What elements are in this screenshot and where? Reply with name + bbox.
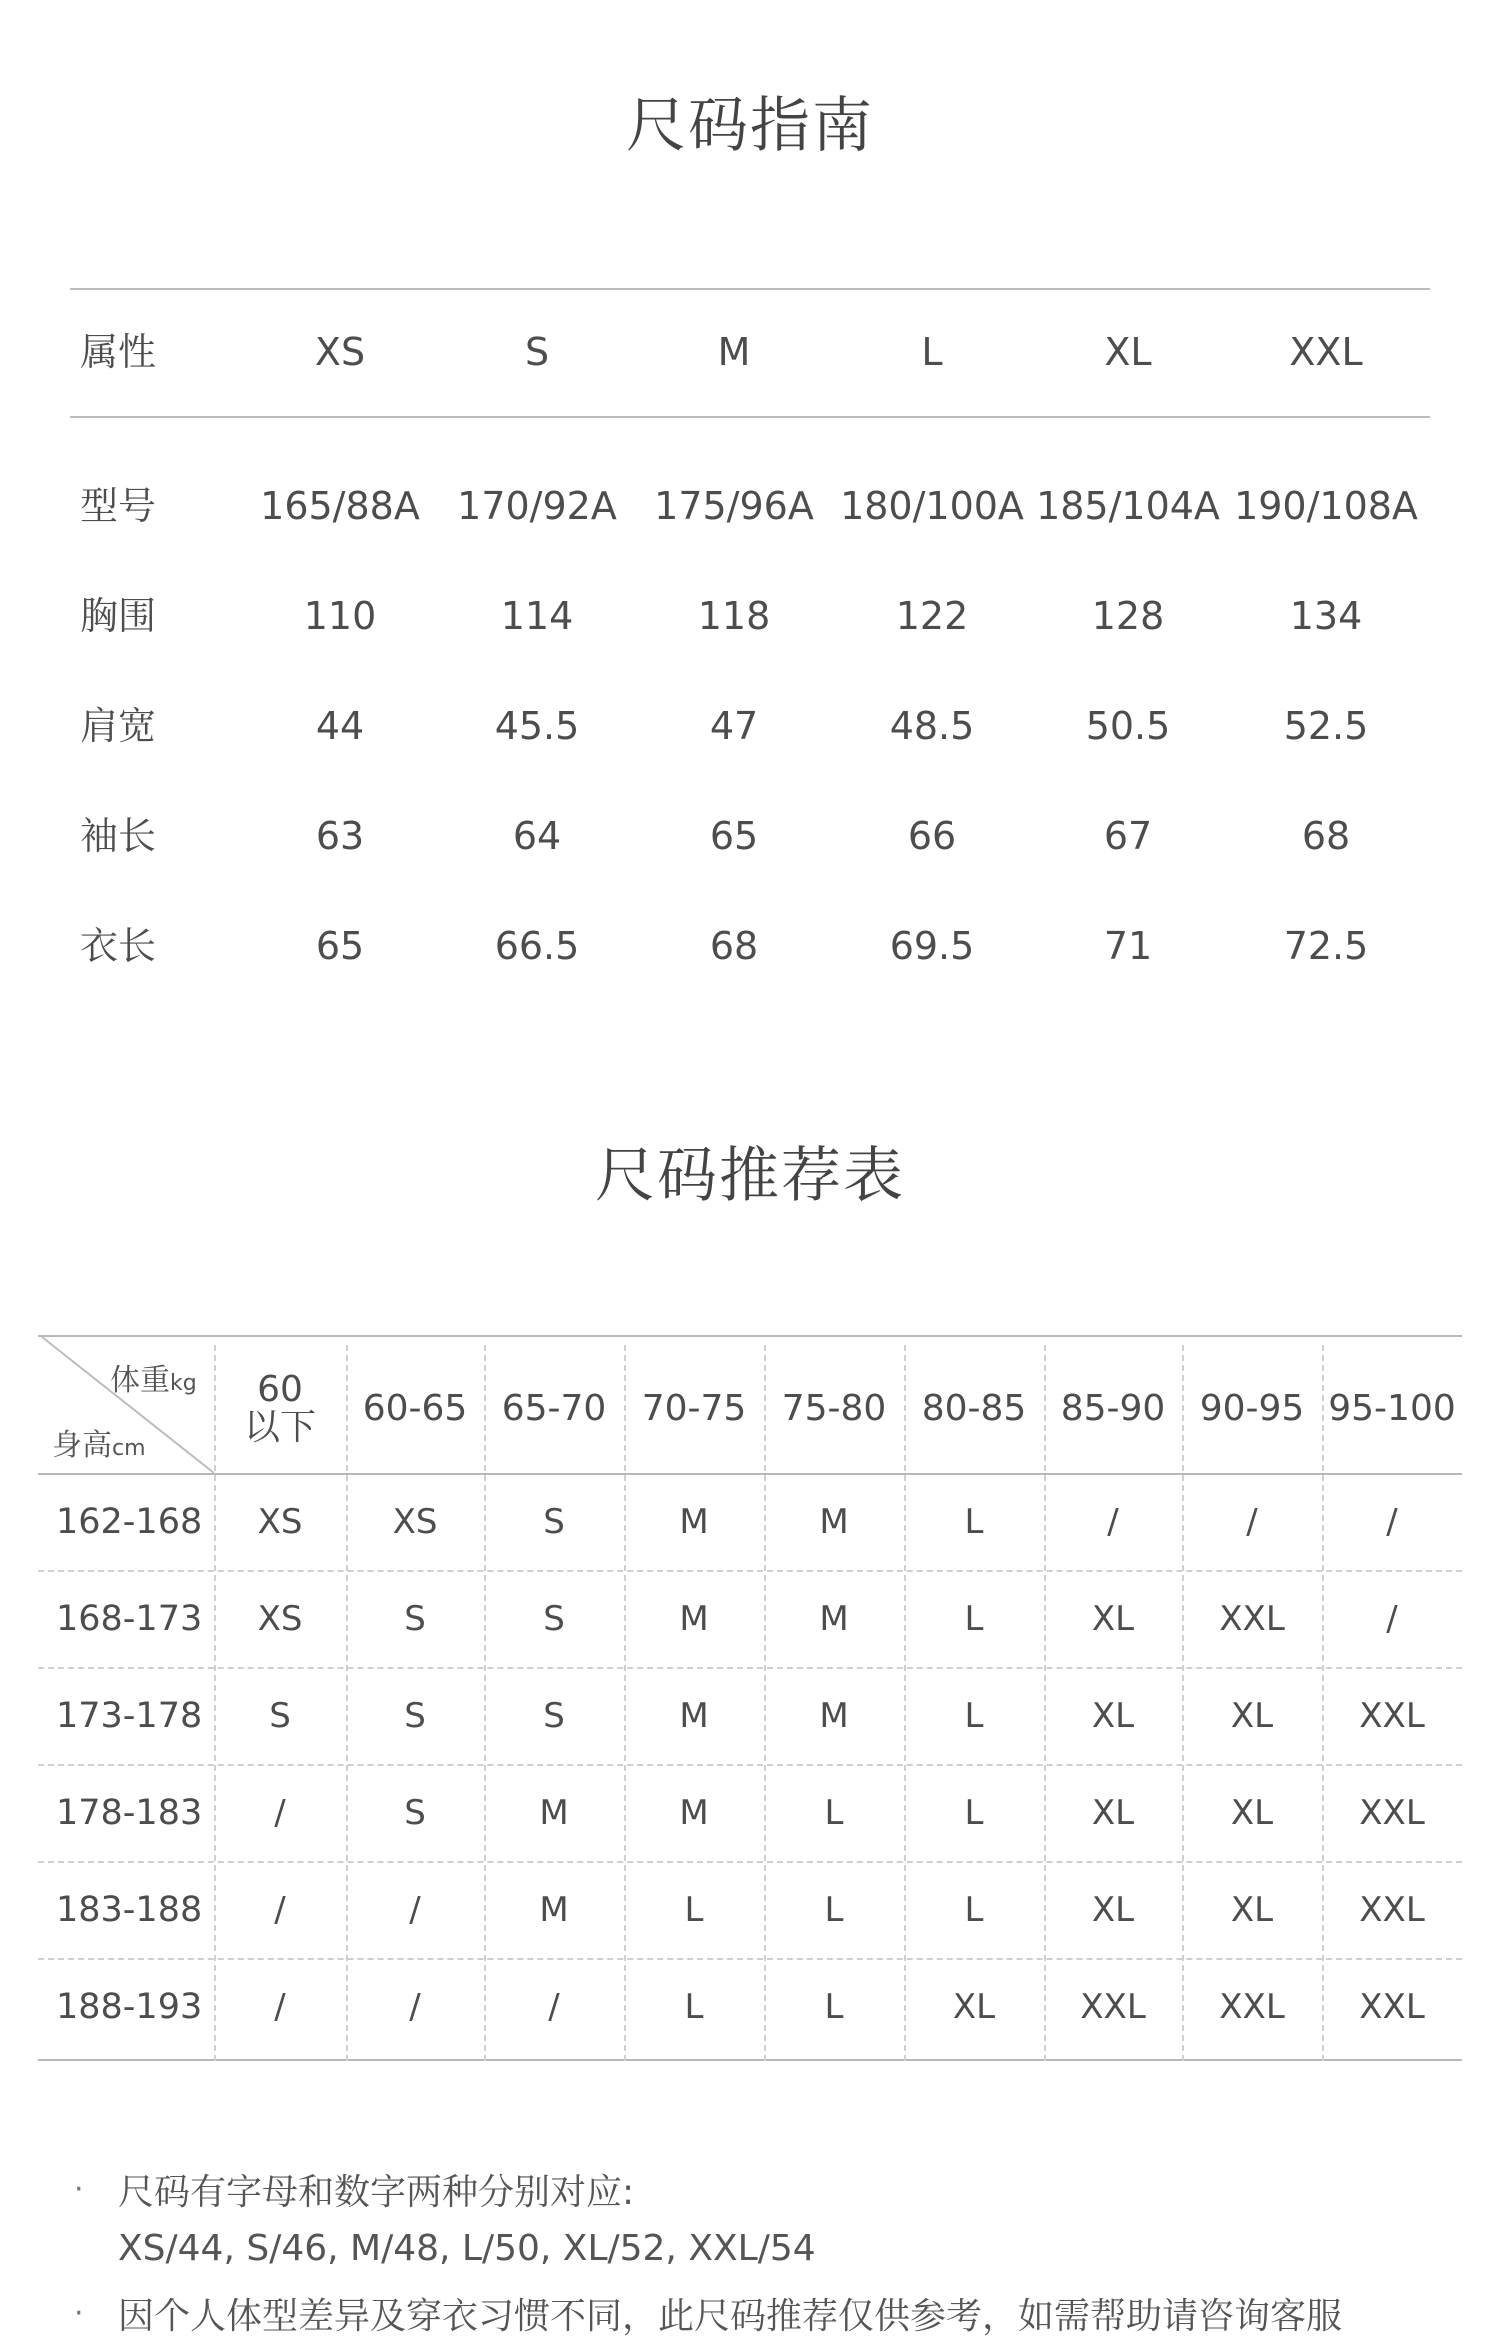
- table-cell: 66: [907, 814, 957, 858]
- row-label: 袖长: [80, 814, 157, 858]
- size-cell: L: [964, 1793, 984, 1833]
- corner-height-label: [52, 1420, 146, 1464]
- height-range-label: 162-168: [56, 1502, 203, 1542]
- size-cell: /: [409, 1987, 421, 2027]
- table-cell: 71: [1103, 924, 1153, 968]
- table-cell: 190/108A: [1234, 484, 1418, 528]
- weight-header-cell: [484, 1345, 624, 1473]
- table-cell: XS: [314, 330, 366, 374]
- weight-header-cell: [624, 1345, 764, 1473]
- table-cell: 180/100A: [840, 484, 1024, 528]
- size-cell: M: [539, 1793, 569, 1833]
- size-cell: S: [404, 1793, 426, 1833]
- size-cell: L: [824, 1793, 844, 1833]
- size-cell: L: [684, 1890, 704, 1930]
- size-cell: S: [543, 1502, 565, 1542]
- size-cell: M: [679, 1599, 709, 1639]
- weight-header-cell: [764, 1345, 904, 1473]
- note-bullet: ·: [74, 2172, 84, 2207]
- size-cell: XL: [1091, 1793, 1135, 1833]
- size-cell: M: [819, 1502, 849, 1542]
- weight-header-cell: [1182, 1345, 1322, 1473]
- size-cell: XS: [257, 1599, 303, 1639]
- table-cell: 134: [1289, 594, 1363, 638]
- size-cell: /: [274, 1987, 286, 2027]
- height-range-label: 178-183: [56, 1793, 203, 1833]
- table-cell: 63: [315, 814, 365, 858]
- size-guide-title: 尺码指南: [626, 91, 874, 161]
- table-divider: [70, 416, 1430, 418]
- table-cell: 170/92A: [457, 484, 617, 528]
- size-recommendation-title: 尺码推荐表: [595, 1141, 905, 1211]
- corner-weight-label: [110, 1355, 197, 1399]
- note-line-1: 尺码有字母和数字两种分别对应:: [118, 2172, 635, 2213]
- table-cell: S: [524, 330, 550, 374]
- table-divider: [70, 288, 1430, 290]
- weight-range: 60-65: [362, 1388, 468, 1429]
- table-cell: 65: [709, 814, 759, 858]
- size-cell: M: [539, 1890, 569, 1930]
- table-row: [70, 796, 1430, 876]
- table-cell: 110: [303, 594, 377, 638]
- table-row: [70, 906, 1430, 986]
- weight-header-cell: [1044, 1345, 1182, 1473]
- height-unit: cm: [112, 1436, 146, 1461]
- weight-range: 75-80: [781, 1388, 887, 1429]
- table-cell: 65: [315, 924, 365, 968]
- size-cell: S: [404, 1696, 426, 1736]
- size-cell: XXL: [1359, 1793, 1425, 1833]
- table-cell: 45.5: [494, 704, 580, 748]
- row-label: 胸围: [80, 594, 157, 638]
- table-cell: 69.5: [889, 924, 975, 968]
- size-cell: L: [964, 1890, 984, 1930]
- weight-range-suffix: 以下: [243, 1407, 316, 1448]
- table-cell: 114: [500, 594, 574, 638]
- weight-header-cell: [346, 1345, 484, 1473]
- size-cell: /: [1107, 1502, 1119, 1542]
- size-cell: M: [679, 1502, 709, 1542]
- size-cell: XL: [1091, 1696, 1135, 1736]
- weight-range: 65-70: [501, 1388, 607, 1429]
- height-label: 身高: [52, 1428, 112, 1463]
- table-cell: 66.5: [494, 924, 580, 968]
- table-cell: 68: [709, 924, 759, 968]
- size-cell: S: [269, 1696, 291, 1736]
- size-cell: M: [679, 1793, 709, 1833]
- table-cell: 48.5: [889, 704, 975, 748]
- size-cell: XXL: [1359, 1987, 1425, 2027]
- size-cell: L: [824, 1890, 844, 1930]
- table-row: [70, 576, 1430, 656]
- weight-unit: kg: [170, 1371, 197, 1396]
- note-line-2: XS/44, S/46, M/48, L/50, XL/52, XXL/54: [118, 2228, 816, 2269]
- size-cell: L: [964, 1502, 984, 1542]
- weight-range: 80-85: [921, 1388, 1027, 1429]
- table-cell: 165/88A: [260, 484, 420, 528]
- size-cell: XS: [257, 1502, 303, 1542]
- weight-range: 90-95: [1199, 1388, 1305, 1429]
- weight-header-cell: [1322, 1345, 1462, 1473]
- size-cell: XS: [392, 1502, 438, 1542]
- table-cell: 64: [512, 814, 562, 858]
- size-cell: M: [679, 1696, 709, 1736]
- row-label: 肩宽: [80, 704, 157, 748]
- table-cell: 128: [1091, 594, 1165, 638]
- table-top-border: [38, 1335, 1462, 1337]
- size-cell: /: [1386, 1599, 1398, 1639]
- size-cell: XL: [1230, 1890, 1274, 1930]
- header-row: [70, 312, 1430, 392]
- size-cell: /: [1246, 1502, 1258, 1542]
- table-cell: 47: [709, 704, 759, 748]
- size-cell: XXL: [1359, 1890, 1425, 1930]
- size-cell: L: [964, 1599, 984, 1639]
- size-cell: XXL: [1219, 1987, 1285, 2027]
- note-line-3: 因个人体型差异及穿衣习惯不同，此尺码推荐仅供参考，如需帮助请咨询客服: [118, 2296, 1343, 2337]
- height-range-label: 168-173: [56, 1599, 203, 1639]
- size-cell: XL: [952, 1987, 996, 2027]
- size-cell: /: [409, 1890, 421, 1930]
- table-cell: 67: [1103, 814, 1153, 858]
- table-bottom-border: [38, 2059, 1462, 2061]
- size-cell: L: [824, 1987, 844, 2027]
- size-cell: /: [1386, 1502, 1398, 1542]
- size-cell: XL: [1230, 1696, 1274, 1736]
- size-cell: /: [274, 1890, 286, 1930]
- table-cell: XL: [1104, 330, 1152, 374]
- size-cell: S: [543, 1599, 565, 1639]
- table-cell: XXL: [1289, 330, 1363, 374]
- size-cell: XL: [1091, 1599, 1135, 1639]
- table-cell: 122: [895, 594, 969, 638]
- table-row: [70, 466, 1430, 546]
- size-cell: M: [819, 1599, 849, 1639]
- height-range-label: 188-193: [56, 1987, 203, 2027]
- table-cell: 118: [697, 594, 771, 638]
- size-cell: L: [684, 1987, 704, 2027]
- size-cell: XXL: [1219, 1599, 1285, 1639]
- table-cell: 175/96A: [654, 484, 814, 528]
- table-cell: 68: [1301, 814, 1351, 858]
- size-cell: XXL: [1080, 1987, 1146, 2027]
- weight-range: 85-90: [1060, 1388, 1166, 1429]
- row-label: 属性: [80, 330, 157, 374]
- size-cell: XL: [1230, 1793, 1274, 1833]
- height-range-label: 173-178: [56, 1696, 203, 1736]
- table-cell: 44: [315, 704, 365, 748]
- table-row: [70, 686, 1430, 766]
- size-cell: XXL: [1359, 1696, 1425, 1736]
- height-range-label: 183-188: [56, 1890, 203, 1930]
- size-cell: /: [548, 1987, 560, 2027]
- size-cell: S: [543, 1696, 565, 1736]
- size-cell: L: [964, 1696, 984, 1736]
- table-cell: 50.5: [1085, 704, 1171, 748]
- table-cell: 52.5: [1283, 704, 1369, 748]
- weight-header-cell: [904, 1345, 1044, 1473]
- weight-range: 70-75: [641, 1388, 747, 1429]
- weight-range: 95-100: [1328, 1388, 1456, 1429]
- size-cell: M: [819, 1696, 849, 1736]
- table-cell: M: [717, 330, 751, 374]
- weight-label: 体重: [110, 1363, 170, 1398]
- table-cell: 72.5: [1283, 924, 1369, 968]
- row-label: 衣长: [80, 924, 157, 968]
- weight-header-cell: [214, 1345, 346, 1473]
- row-label: 型号: [80, 484, 157, 528]
- size-cell: /: [274, 1793, 286, 1833]
- note-bullet: ·: [74, 2296, 84, 2331]
- size-recommendation-table: [38, 1335, 1462, 2061]
- table-cell: L: [921, 330, 943, 374]
- table-cell: 185/104A: [1036, 484, 1220, 528]
- weight-range: 60: [257, 1369, 303, 1410]
- size-cell: XL: [1091, 1890, 1135, 1930]
- size-cell: S: [404, 1599, 426, 1639]
